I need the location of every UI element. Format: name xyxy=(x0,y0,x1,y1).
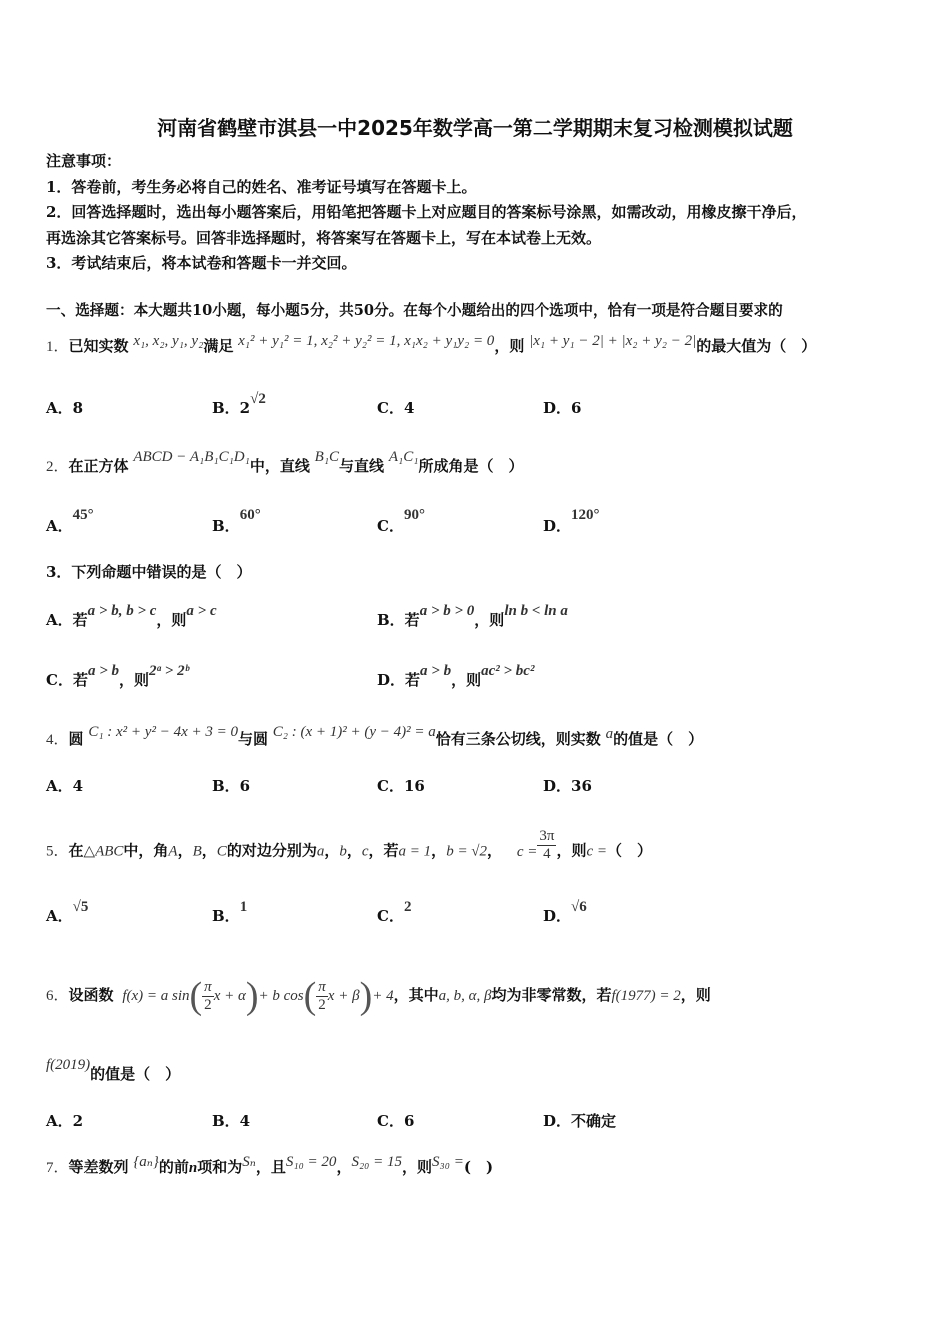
fraction: $\frac{\pi}{2}$ xyxy=(318,978,326,1013)
option-a: A．4 xyxy=(46,777,84,795)
formula: x₁² + y₁² = 1, x₂² + y₂² = 1, x₁x₂ + y₁y₂ = 0 xyxy=(238,333,495,349)
question-6: 6．设函数 f(x) = a sin( $\frac{\pi}{2}$ x + α)+ b cos( $\frac{\pi}{2}$ x + β)+ 4，其中a, b, α, β均为非零常数，若f(1977) = 2，则 xyxy=(46,975,711,1017)
question-1: 1．已知实数 x₁, x₂, y₁, y₂满足 x₁² + y₁² = 1, x₂² + y₂² = 1, x₁x₂ + y₁y₂ = 0，则 |x₁ + y₁ − 2| + |x₂ + y₂ − 2|的最大值为（ ） xyxy=(46,333,817,355)
question-number: 6． xyxy=(46,988,69,1004)
fraction: $\frac{\pi}{2}$ xyxy=(204,978,212,1013)
option-c: C．4 xyxy=(377,399,415,417)
notice-item-2-cont: 再选涂其它答案标号。回答非选择题时，将答案写在答题卡上，写在本试卷上无效。 xyxy=(46,229,602,247)
formula: a xyxy=(605,726,614,742)
option-a: A．8 xyxy=(46,399,84,417)
question-number: 2． xyxy=(46,459,69,475)
option-c: C．90° xyxy=(377,507,425,535)
formula: A₁C₁ xyxy=(388,449,419,465)
question-number: 7． xyxy=(46,1160,69,1176)
option-c: C．6 xyxy=(377,1112,415,1130)
question-number: 5． xyxy=(46,843,69,860)
option-d: D．120° xyxy=(543,507,600,535)
question-7: 7．等差数列 {aₙ}的前n项和为Sₙ，且S₁₀ = 20，S₂₀ = 15，则S₃₀ =( ) xyxy=(46,1154,494,1176)
option-b: B．60° xyxy=(212,507,261,535)
option-c: C．16 xyxy=(377,777,425,795)
notice-heading: 注意事项： xyxy=(46,152,122,170)
notice-item-1: 1．答卷前，考生务必将自己的姓名、准考证号填写在答题卡上。 xyxy=(46,178,477,196)
option-d: D．不确定 xyxy=(543,1112,617,1130)
notice-item-2: 2．回答选择题时，选出每小题答案后，用铅笔把答题卡上对应题目的答案标号涂黑，如需改动，用橡皮擦干净后， xyxy=(46,203,807,221)
fraction: $\frac{3\pi}{4}$ xyxy=(539,828,555,862)
option-b: B．6 xyxy=(212,777,251,795)
formula: √2 xyxy=(250,391,266,407)
question-5: 5．在△ABC中，角A，B，C的对边分别为a，b，c，若a = 1，b = √2， c = $\frac{3\pi}{4}$ ，则c =（ ） xyxy=(46,828,653,862)
option-a: A．2 xyxy=(46,1112,84,1130)
option-c: C．若a > b，则2ᵃ > 2ᵇ xyxy=(46,663,189,689)
option-c: C．2 xyxy=(377,899,412,925)
option-b: B．1 xyxy=(212,899,248,925)
formula: x₁, x₂, y₁, y₂ xyxy=(133,333,204,349)
notice-item-3: 3．考试结束后，将本试卷和答题卡一并交回。 xyxy=(46,254,357,272)
formula: C₂ : (x + 1)² + (y − 4)² = a xyxy=(272,724,436,740)
option-d: D．若a > b，则ac² > bc² xyxy=(377,663,535,689)
option-b: B．2√2 xyxy=(212,391,266,417)
formula: {aₙ} xyxy=(133,1154,159,1170)
option-a: A．若a > b, b > c，则a > c xyxy=(46,603,217,629)
page-title: 河南省鹤壁市淇县一中2025年数学高一第二学期期末复习检测模拟试题 xyxy=(157,116,793,140)
formula: |x₁ + y₁ − 2| + |x₂ + y₂ − 2| xyxy=(529,333,697,349)
option-a: A．√5 xyxy=(46,899,89,925)
question-4: 4．圆 C₁ : x² + y² − 4x + 3 = 0与圆 C₂ : (x + 1)² + (y − 4)² = a恰有三条公切线，则实数 a的值是（ ） xyxy=(46,724,704,748)
option-d: D．6 xyxy=(543,399,582,417)
option-d: D．36 xyxy=(543,777,592,795)
section-heading: 一、选择题：本大题共10小题，每小题5分，共50分。在每个小题给出的四个选项中，恰有一项是符合题目要求的 xyxy=(46,302,783,319)
option-a: A．45° xyxy=(46,507,94,535)
formula: C₁ : x² + y² − 4x + 3 = 0 xyxy=(88,724,238,740)
formula: B₁C xyxy=(314,449,340,465)
question-3: 3．下列命题中错误的是（ ） xyxy=(46,563,252,581)
formula: ABCD − A₁B₁C₁D₁ xyxy=(133,449,250,465)
question-6-cont: f(2019)的值是（ ） xyxy=(46,1057,181,1083)
question-number: 4． xyxy=(46,732,69,748)
option-b: B．若a > b > 0，则ln b < ln a xyxy=(377,603,568,629)
question-number: 1． xyxy=(46,339,69,355)
option-b: B．4 xyxy=(212,1112,251,1130)
option-d: D．√6 xyxy=(543,899,587,925)
question-2: 2．在正方体 ABCD − A₁B₁C₁D₁中，直线 B₁C与直线 A₁C₁所成角是（ ） xyxy=(46,449,524,475)
